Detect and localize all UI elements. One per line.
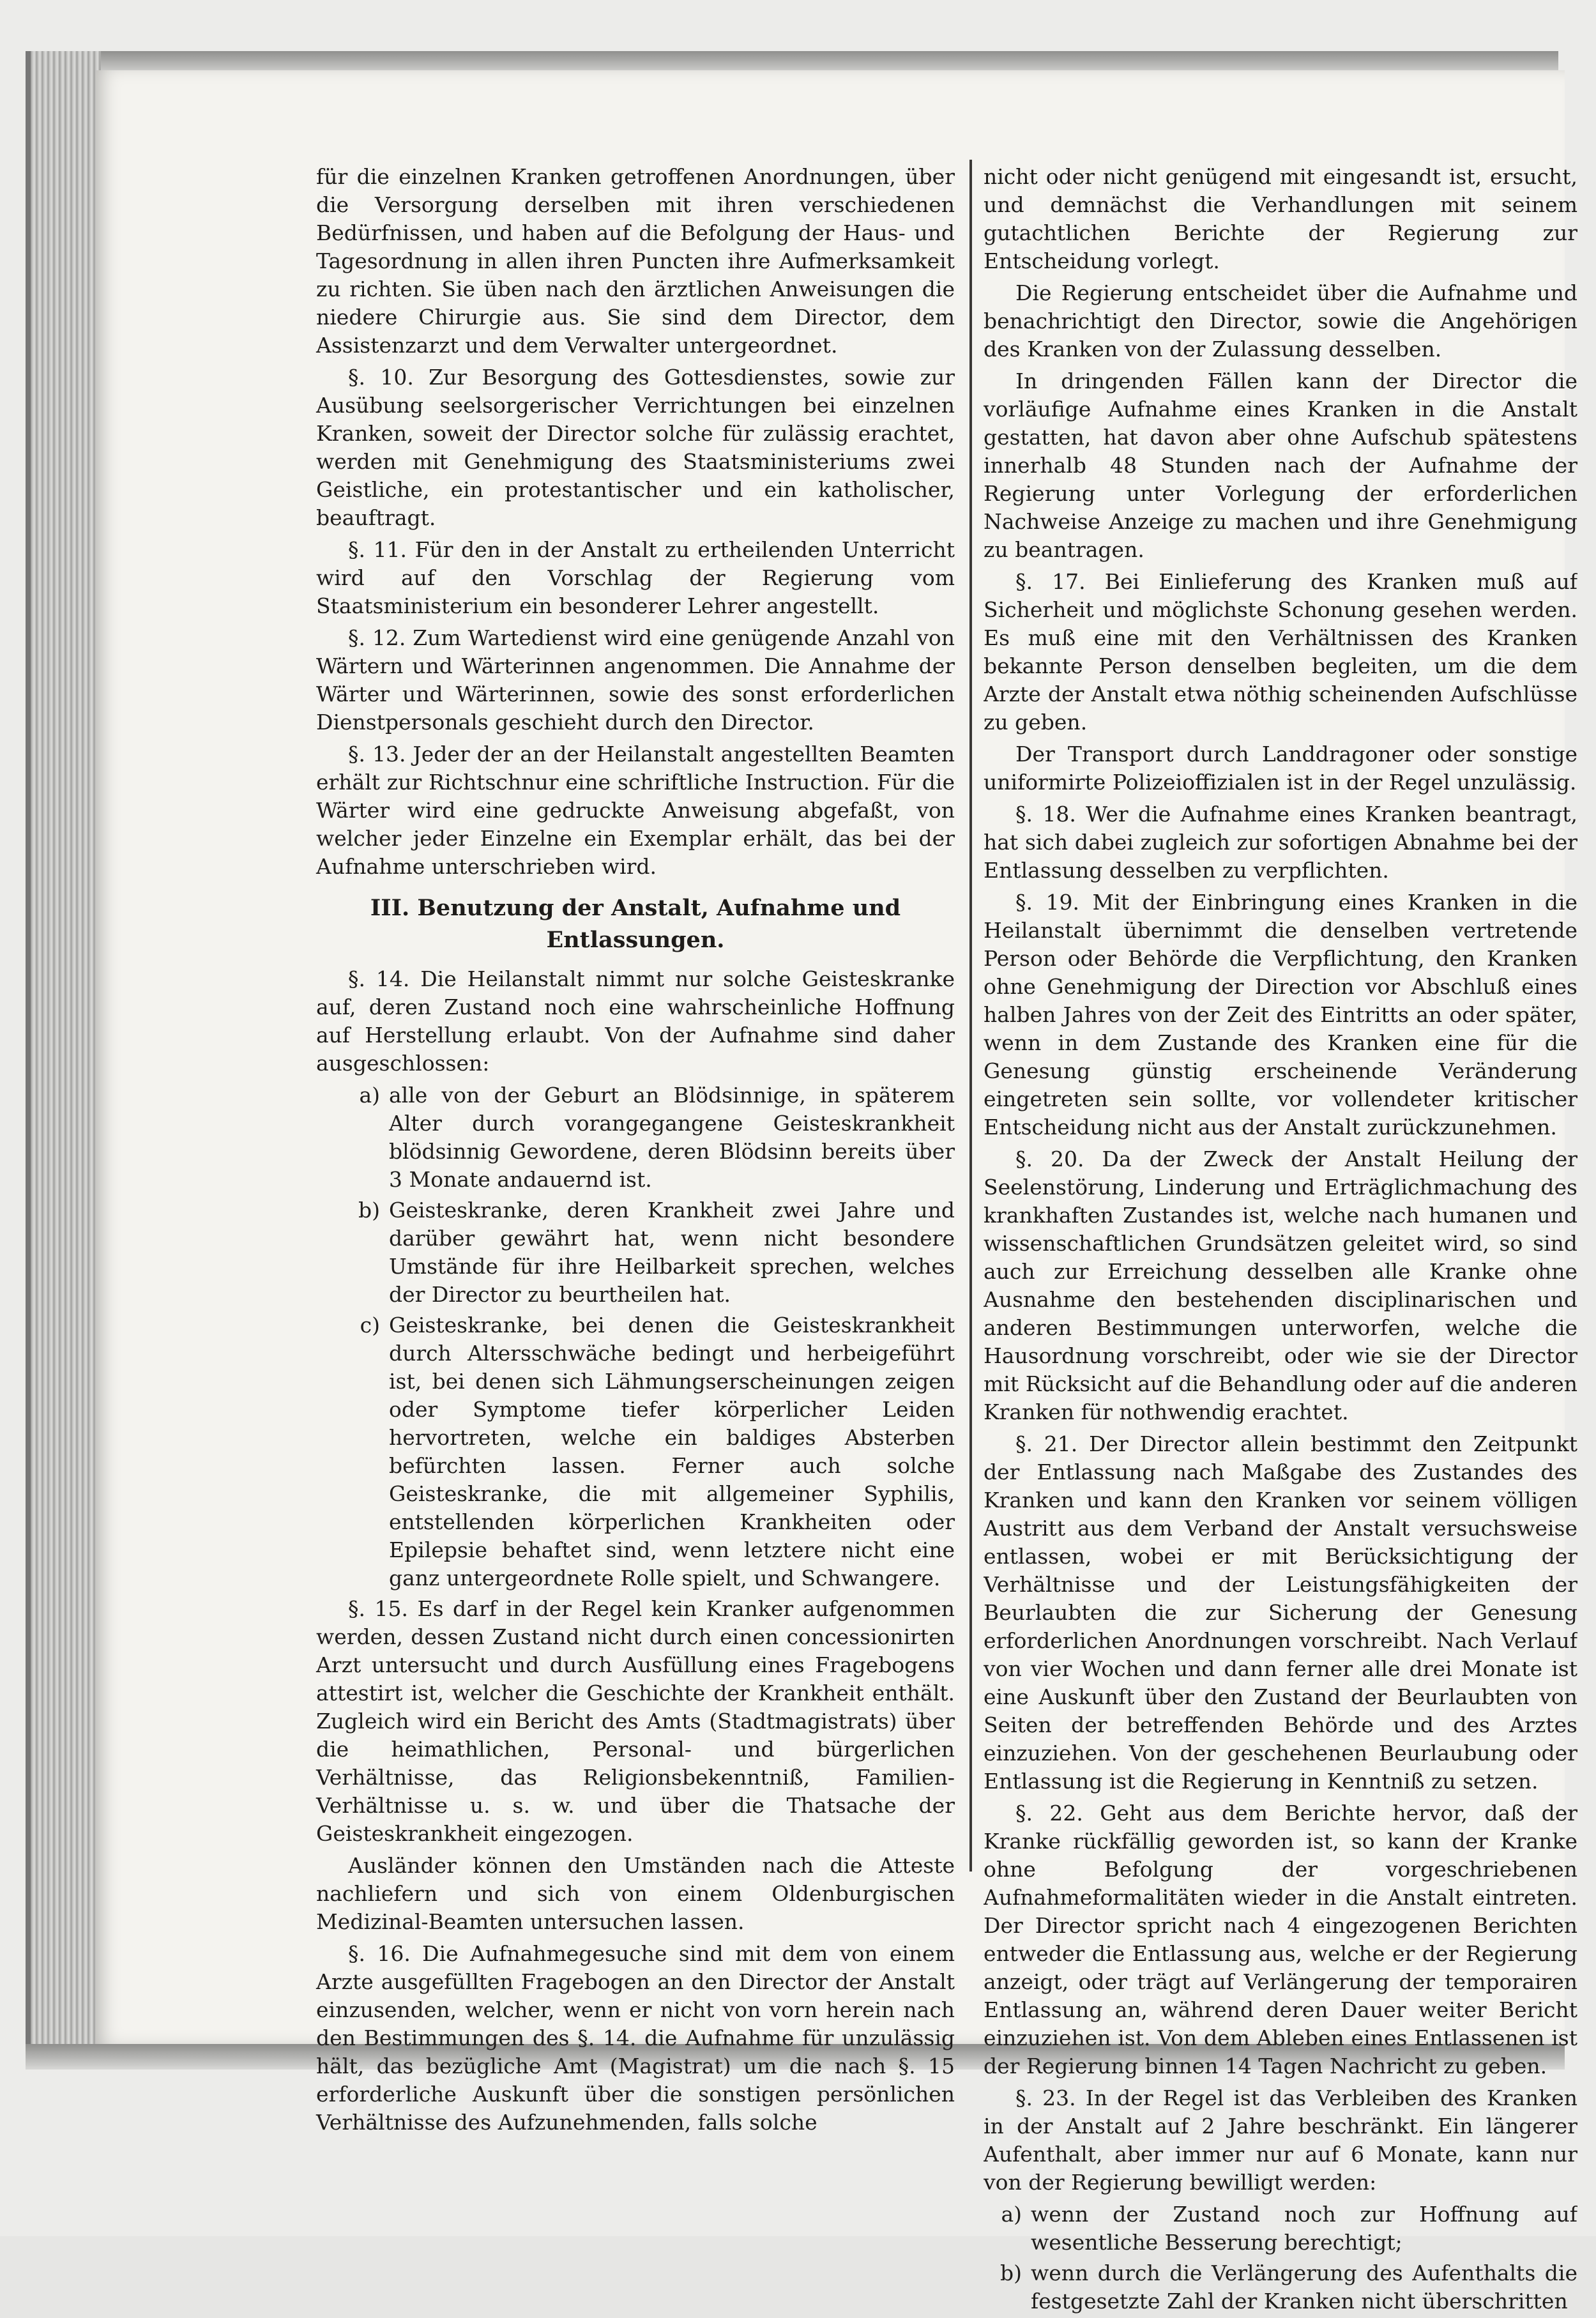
list-marker: a)	[1001, 2202, 1022, 2227]
paragraph-section-15: §. 15. Es darf in der Regel kein Kranker aufgenommen werden, dessen Zustand nicht durch einen concessionirten Arzt untersucht und durch Ausfüllung eines Fragebogens attestirt ist, welcher die Geschichte der Krankheit enthält. Zugleich wird ein Bericht des Amts (Stadtmagistrats) über die heimathlichen, Personal- und bürgerlichen Verhältnisse, das Religionsbekenntniß, Familien-Verhältnisse u. s. w. und über die Thatsache der Geisteskrankheit eingezogen.	[316, 1596, 955, 1846]
list-item-14a	[316, 1081, 955, 1194]
book-top-edge	[26, 51, 1558, 70]
list-marker: a)	[359, 1083, 380, 1108]
paragraph-section-18: §. 18. Wer die Aufnahme eines Kranken beantragt, hat sich dabei zugleich zur sofortigen Abnahme bei der Entlassung desselben zu verpflichten.	[984, 802, 1577, 883]
paragraph-section-16-decision: Die Regierung entscheidet über die Aufnahme und benachrichtigt den Director, sowie die Angehörigen des Kranken von der Zulassung desselben.	[984, 280, 1577, 362]
list-text: wenn durch die Verlängerung des Aufenthalts die festgesetzte Zahl der Kranken nicht überschritten	[1031, 2261, 1577, 2314]
paragraph-section-12: §. 12. Zum Wartedienst wird eine genügende Anzahl von Wärtern und Wärterinnen angenommen. Die Annahme der Wärter und Wärterinnen, sowie des sonst erforderlichen Dienstpersonals geschieht durch den Director.	[316, 625, 955, 735]
paragraph-section-19: §. 19. Mit der Einbringung eines Kranken in die Heilanstalt übernimmt die denselben vertretende Person oder Behörde die Verpflichtung, den Kranken ohne Genehmigung der Direction vor Abschluß eines halben Jahres von der Zeit des Eintritts an oder später, wenn in dem Zustande des Kranken eine für die Genesung günstig erscheinende Veränderung eingetreten sein sollte, vor vollendeter kritischer Entscheidung nicht aus der Anstalt zurückzunehmen.	[984, 890, 1577, 1140]
left-text-column	[316, 163, 955, 2140]
book-page-edges	[26, 51, 101, 2044]
paragraph-section-15-foreigners: Ausländer können den Umständen nach die Atteste nachliefern und sich von einem Oldenburgischen Medizinal-Beamten untersuchen lassen.	[316, 1853, 955, 1934]
list-item-14b	[316, 1196, 955, 1309]
paragraph-section-11: §. 11. Für den in der Anstalt zu ertheilenden Unterricht wird auf den Vorschlag der Regierung vom Staatsministerium ein besonderer Lehrer angestellt.	[316, 537, 955, 618]
list-text: Geisteskranke, deren Krankheit zwei Jahre und darüber gewährt hat, wenn nicht besondere Umstände für ihre Heilbarkeit sprechen, welches der Director zu beurtheilen hat.	[389, 1198, 955, 1307]
list-text: Geisteskranke, bei denen die Geisteskrankheit durch Altersschwäche bedingt und herbeigeführt ist, bei denen sich Lähmungserscheinungen zeigen oder Symptome tiefer körperlicher Leiden hervortreten, welche ein baldiges Absterben befürchten lassen. Ferner auch solche Geisteskranke, die mit allgemeiner Syphilis, entstellenden körperlichen Krankheiten oder Epilepsie behaftet sind, wenn letztere nicht eine ganz untergeordnete Rolle spielt, und Schwangere.	[389, 1313, 955, 1590]
paragraph-section-23: §. 23. In der Regel ist das Verbleiben des Kranken in der Anstalt auf 2 Jahre beschränkt. Ein längerer Aufenthalt, aber immer nur auf 6 Monate, kann nur von der Regierung bewilligt werden:	[984, 2085, 1577, 2195]
paragraph-section-17: §. 17. Bei Einlieferung des Kranken muß auf Sicherheit und möglichste Schonung gesehen werden. Es muß eine mit den Verhältnissen des Kranken bekannte Person denselben begleiten, um die dem Arzte der Anstalt etwa nöthig scheinenden Aufschlüsse zu geben.	[984, 569, 1577, 735]
paragraph-intro-continuation: für die einzelnen Kranken getroffenen Anordnungen, über die Versorgung derselben mit ihren verschiedenen Bedürfnissen, und haben auf die Befolgung der Haus- und Tagesordnung in allen ihren Puncten ihre Aufmerksamkeit zu richten. Sie üben nach den ärztlichen Anweisungen die niedere Chirurgie aus. Sie sind dem Director, dem Assistenzarzt und dem Verwalter untergeordnet.	[316, 164, 955, 358]
list-item-23b	[984, 2259, 1577, 2315]
paragraph-section-16-continuation: nicht oder nicht genügend mit eingesandt ist, ersucht, und demnächst die Verhandlungen mit seinem gutachtlichen Berichte der Regierung zur Entscheidung vorlegt.	[984, 164, 1577, 273]
paragraph-section-16-urgent: In dringenden Fällen kann der Director die vorläufige Aufnahme eines Kranken in die Anstalt gestatten, hat davon aber ohne Aufschub spätestens innerhalb 48 Stunden nach der Aufnahme der Regierung unter Vorlegung der erforderlichen Nachweise Anzeige zu machen und ihre Genehmigung zu beantragen.	[984, 369, 1577, 562]
list-text: alle von der Geburt an Blödsinnige, in späterem Alter durch vorangegangene Geisteskrankheit blödsinnig Gewordene, deren Blödsinn bereits über 3 Monate andauernd ist.	[389, 1083, 955, 1192]
list-item-23a	[984, 2200, 1577, 2257]
list-item-14c	[316, 1311, 955, 1592]
paragraph-section-21: §. 21. Der Director allein bestimmt den Zeitpunkt der Entlassung nach Maßgabe des Zustandes des Kranken und kann den Kranken vor seinem völligen Austritt aus dem Verband der Anstalt versuchsweise entlassen, wobei er mit Berücksichtigung der Verhältnisse und der Leistungsfähigkeiten der Beurlaubten die zur Sicherung der Genesung erforderlichen Anordnungen vorschreibt. Nach Verlauf von vier Wochen und dann ferner alle drei Monate ist eine Auskunft über den Zustand der Beurlaubten von Seiten der betreffenden Behörde und des Arztes einzuziehen. Von der geschehenen Beurlaubung oder Entlassung ist die Regierung in Kenntniß zu setzen.	[984, 1431, 1577, 1794]
list-marker: b)	[358, 1198, 380, 1223]
column-divider	[969, 160, 972, 1872]
paragraph-section-16: §. 16. Die Aufnahmegesuche sind mit dem von einem Arzte ausgefüllten Fragebogen an den Director der Anstalt einzusenden, welcher, wenn er nicht von vorn herein nach den Bestimmungen des §. 14. die Aufnahme für unzulässig hält, das bezügliche Amt (Magistrat) um die nach §. 15 erforderliche Auskunft über die sonstigen persönlichen Verhältnisse des Aufzunehmenden, falls solche	[316, 1941, 955, 2135]
paragraph-section-20: §. 20. Da der Zweck der Anstalt Heilung der Seelenstörung, Linderung und Erträglichmachung des krankhaften Zustandes ist, welche nach humanen und wissenschaftlichen Grundsätzen geleitet wird, so sind auch zur Erreichung desselben alle Kranke ohne Ausnahme den bestehenden disciplinarischen und anderen Bestimmungen unterworfen, welche die Hausordnung vorschreibt, oder wie sie der Director mit Rücksicht auf die Behandlung oder auf die anderen Kranken für nothwendig erachtet.	[984, 1147, 1577, 1424]
paragraph-section-17-transport: Der Transport durch Landdragoner oder sonstige uniformirte Polizeioffizialen ist in der Regel unzulässig.	[984, 742, 1577, 795]
list-marker: b)	[1000, 2261, 1022, 2285]
paragraph-section-10: §. 10. Zur Besorgung des Gottesdienstes, sowie zur Ausübung seelsorgerischer Verrichtungen bei einzelnen Kranken, soweit der Director solche für zulässig erachtet, werden mit Genehmigung des Staatsministeriums zwei Geistliche, ein protestantischer und ein katholischer, beauftragt.	[316, 365, 955, 530]
paragraph-section-13: §. 13. Jeder der an der Heilanstalt angestellten Beamten erhält zur Richtschnur eine schriftliche Instruction. Für die Wärter wird eine gedruckte Anweisung abgefaßt, von welcher jeder Einzelne ein Exemplar erhält, das bei der Aufnahme unterschrieben wird.	[316, 742, 955, 879]
list-marker: c)	[360, 1313, 380, 1338]
paragraph-section-14: §. 14. Die Heilanstalt nimmt nur solche Geisteskranke auf, deren Zustand noch eine wahrscheinliche Hoffnung auf Herstellung erlaubt. Von der Aufnahme sind daher ausgeschlossen:	[316, 966, 955, 1076]
right-text-column	[984, 163, 1577, 2318]
section-heading-iii: III. Benutzung der Anstalt, Aufnahme und Entlassungen.	[370, 895, 901, 953]
paragraph-section-22: §. 22. Geht aus dem Berichte hervor, daß der Kranke rückfällig geworden ist, so kann der Kranke ohne Befolgung der vorgeschriebenen Aufnahmeformalitäten wieder in die Anstalt eintreten. Der Director spricht nach 4 eingezogenen Berichten entweder die Entlassung aus, welche er der Regierung anzeigt, oder trägt auf Verlängerung der temporairen Entlassung an, während deren Dauer weiter Bericht einzuziehen ist. Von dem Ableben eines Entlassenen ist der Regierung binnen 14 Tagen Nachricht zu geben.	[984, 1801, 1577, 2078]
list-text: wenn der Zustand noch zur Hoffnung auf wesentliche Besserung berechtigt;	[1031, 2202, 1577, 2255]
